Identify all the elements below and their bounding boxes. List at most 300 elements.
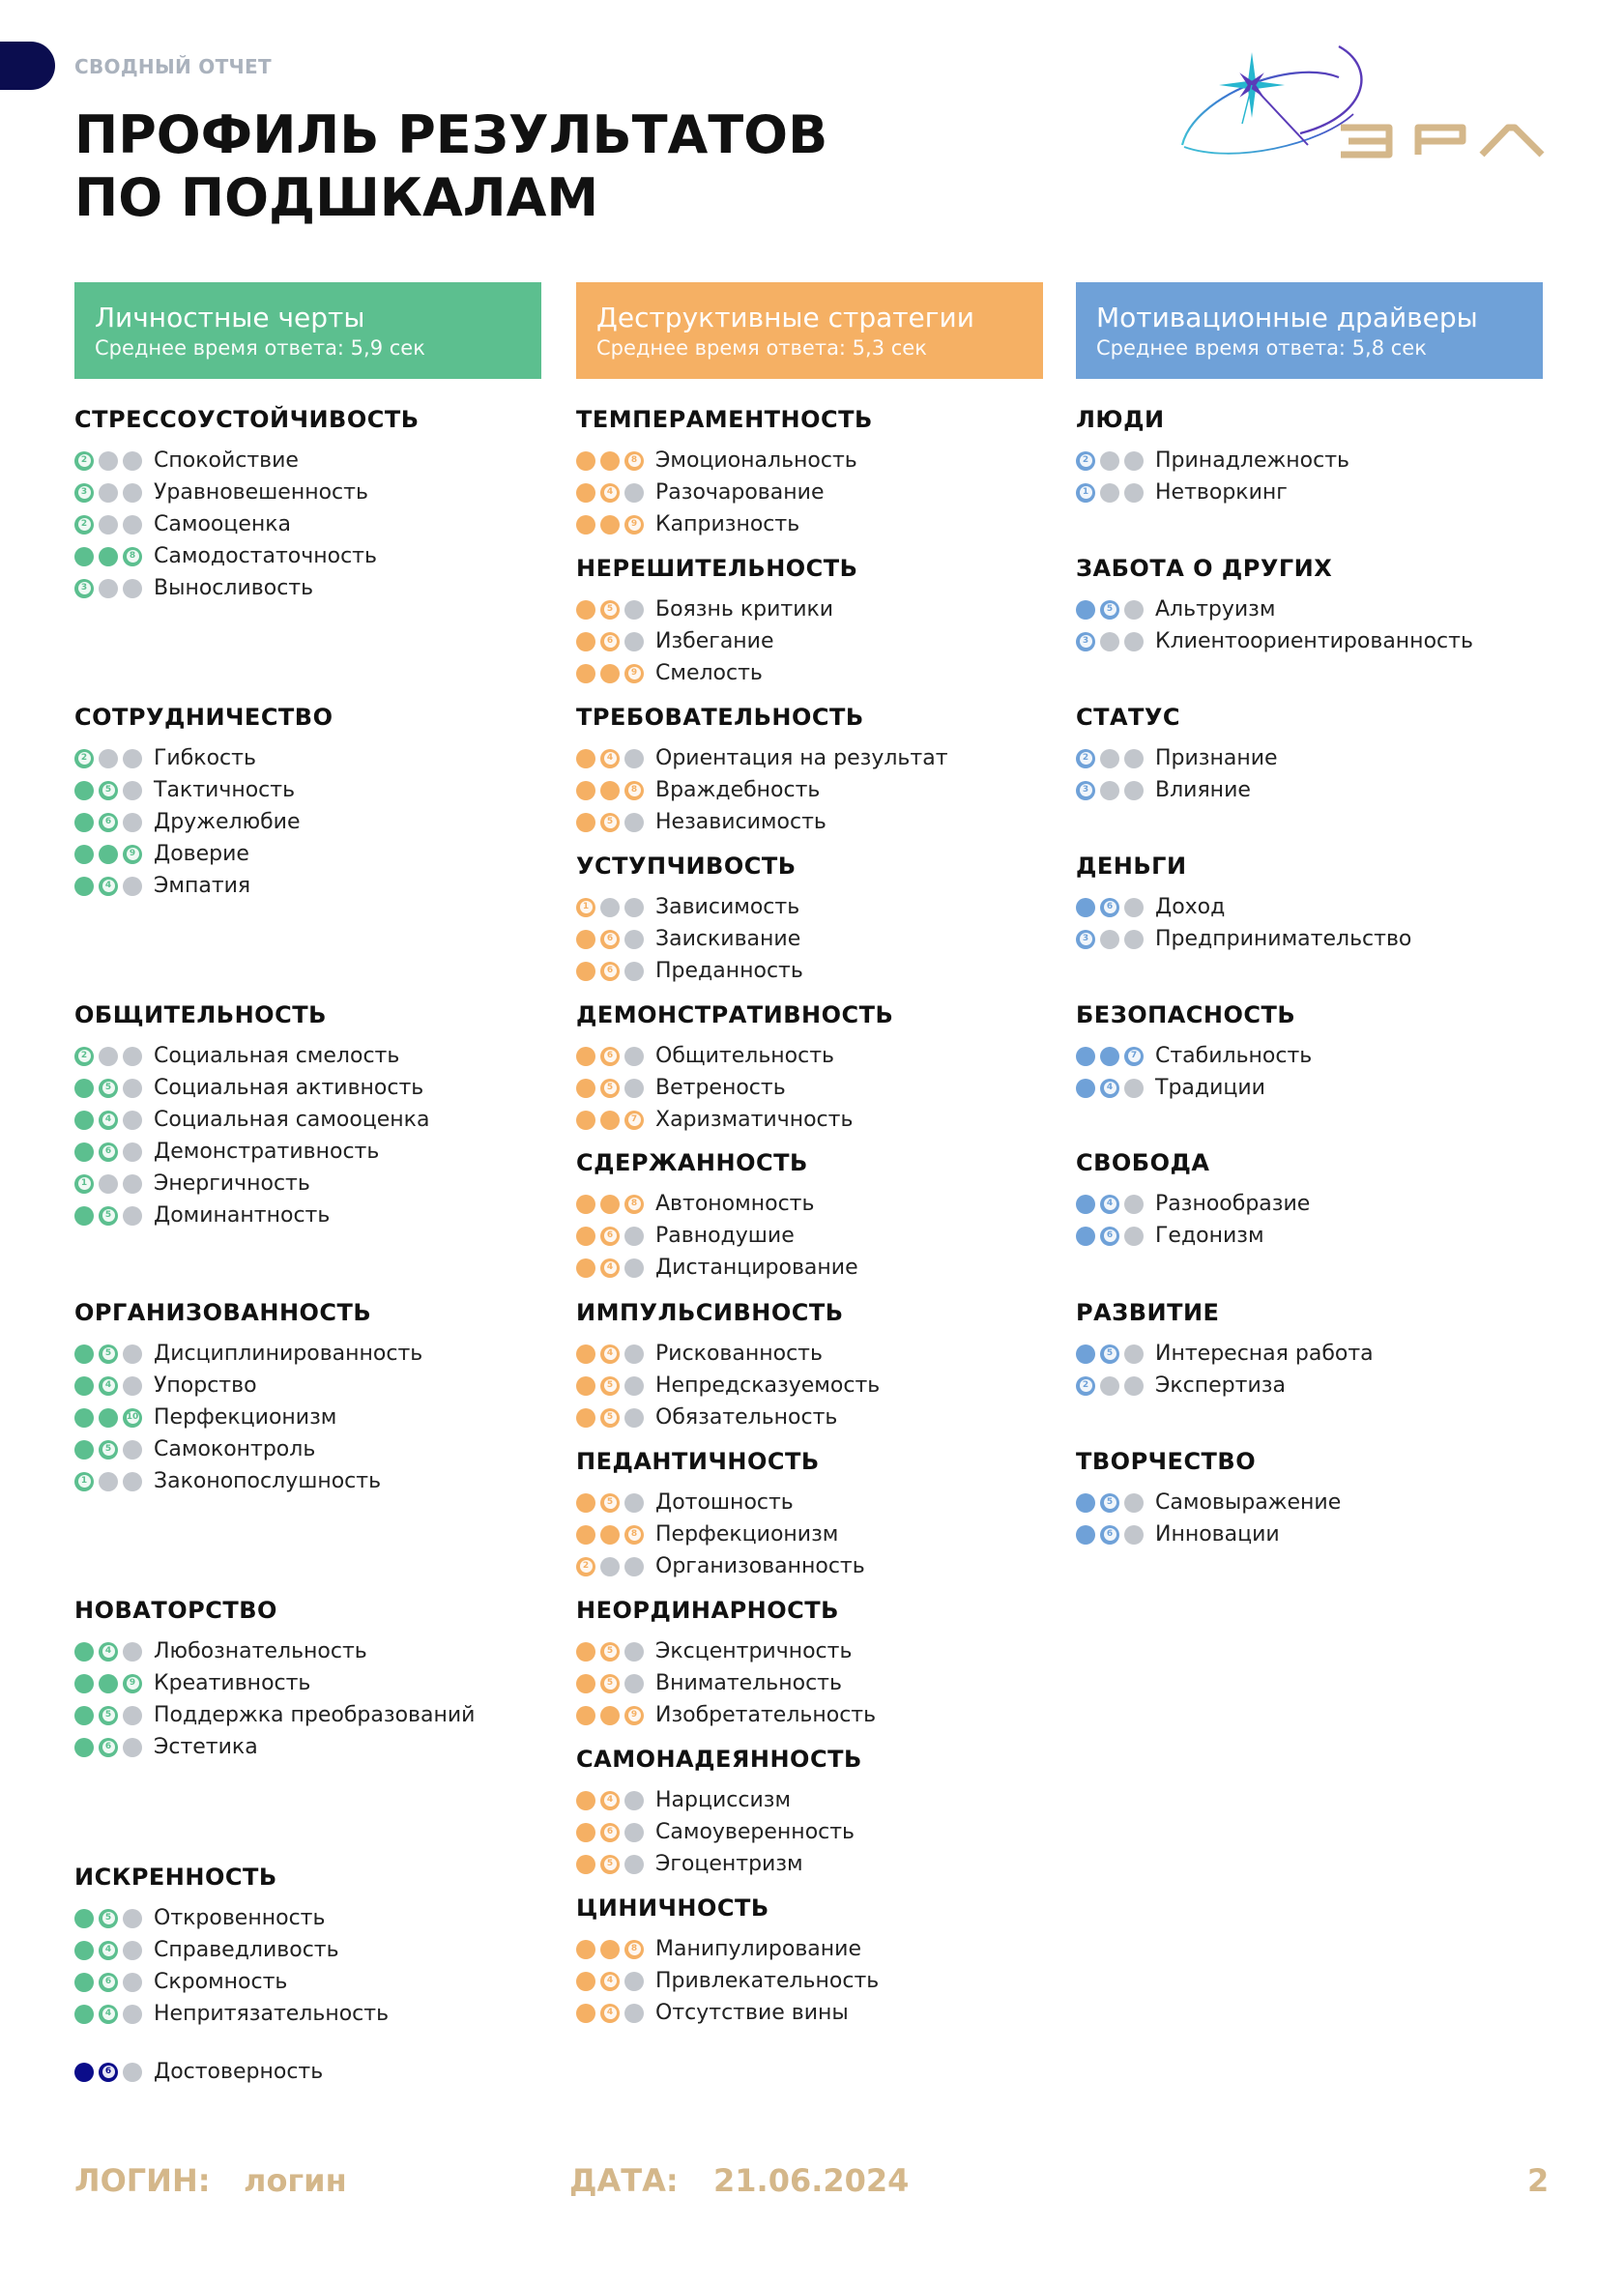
subscale-row [1076, 593, 1559, 625]
subscale-label: Альтруизм [1155, 596, 1276, 622]
score-dot [576, 1823, 595, 1842]
score-dots [74, 876, 154, 897]
score-dot: 2 [576, 1557, 595, 1576]
score-dot [1124, 1344, 1144, 1364]
score-dots [576, 1971, 655, 1992]
score-dot [624, 1227, 644, 1246]
score-dot [1100, 483, 1119, 503]
score-dot [74, 1706, 94, 1725]
score-dot: 6 [600, 1823, 620, 1842]
score-dot: 9 [624, 664, 644, 683]
score-dot [576, 1855, 595, 1874]
score-dot [624, 1493, 644, 1513]
group-title: ДЕМОНСТРАТИВНОСТЬ [576, 1001, 894, 1028]
score-dot [74, 1738, 94, 1757]
subscale-row [74, 1998, 558, 2030]
score-dot [576, 483, 595, 503]
score-dots [576, 1556, 655, 1577]
score-dots [1076, 631, 1155, 652]
group-title: ИМПУЛЬСИВНОСТЬ [576, 1299, 844, 1326]
score-dot [624, 962, 644, 981]
score-dots [576, 631, 655, 652]
subscale-group [576, 1596, 1059, 1731]
subscale-label: Самовыражение [1155, 1489, 1342, 1515]
column-title: Личностные черты [95, 302, 365, 333]
score-dot [624, 1079, 644, 1098]
subscale-row [576, 1072, 1059, 1104]
subscale-row [1076, 1040, 1559, 1072]
subscale-label: Стабильность [1155, 1043, 1313, 1068]
score-dot [576, 1258, 595, 1278]
subscale-row [74, 1168, 558, 1200]
score-dot: 1 [74, 1174, 94, 1194]
score-dot: 8 [624, 781, 644, 800]
group-title: ОБЩИТЕЛЬНОСТЬ [74, 1001, 327, 1028]
score-dot [576, 600, 595, 620]
score-dot: 8 [624, 1940, 644, 1959]
column-subtitle: Среднее время ответа: 5,8 сек [1096, 336, 1427, 360]
score-dots [74, 450, 154, 472]
score-dot [123, 1973, 142, 1992]
score-dots [1076, 1194, 1155, 1215]
score-dots [74, 1142, 154, 1163]
group-title: ДЕНЬГИ [1076, 853, 1187, 880]
score-dot [624, 1855, 644, 1874]
score-dot [74, 1142, 94, 1162]
score-dot [600, 515, 620, 535]
subscale-label: Избегание [655, 628, 774, 653]
subscale-row [1076, 1338, 1559, 1370]
subscale-label: Принадлежность [1155, 448, 1350, 473]
score-dots [74, 1173, 154, 1195]
score-dot [1100, 930, 1119, 949]
score-dot [123, 451, 142, 471]
score-dot [123, 1472, 142, 1491]
score-dot: 4 [99, 1941, 118, 1960]
subscale-row [1076, 625, 1559, 657]
score-dot [1124, 781, 1144, 800]
subscale-row [1076, 1220, 1559, 1252]
score-dots [576, 1226, 655, 1247]
subscale-row [74, 572, 558, 604]
score-dots [576, 1492, 655, 1514]
score-dot [123, 1206, 142, 1226]
score-dots [74, 1737, 154, 1758]
score-dot [624, 1344, 644, 1364]
score-dots [576, 1078, 655, 1099]
score-dot [1124, 1079, 1144, 1098]
score-dot [123, 579, 142, 598]
score-dots [74, 844, 154, 865]
score-dot: 6 [99, 1738, 118, 1757]
subscale-label: Инновации [1155, 1521, 1280, 1547]
subscale-row [74, 1635, 558, 1667]
subscale-label: Упорство [154, 1373, 257, 1398]
date-value: 21.06.2024 [713, 2162, 910, 2199]
score-dot: 5 [1100, 600, 1119, 620]
score-dot [624, 2004, 644, 2023]
group-title: СТАТУС [1076, 704, 1181, 731]
score-dot [624, 1642, 644, 1662]
score-dot [99, 483, 118, 503]
subscale-label: Дотошность [655, 1489, 794, 1515]
subscale-row [74, 1338, 558, 1370]
score-dot [1076, 1227, 1095, 1246]
score-dot: 6 [600, 962, 620, 981]
subscale-group [1076, 1298, 1559, 1402]
subscale-label: Гибкость [154, 745, 256, 770]
score-dot [1124, 600, 1144, 620]
subscale-group [1076, 1447, 1559, 1550]
subscale-group [74, 1863, 558, 2030]
group-title: НЕРЕШИТЕЛЬНОСТЬ [576, 555, 858, 582]
score-dot: 5 [600, 600, 620, 620]
subscale-row [576, 1550, 1059, 1582]
score-dot: 2 [1076, 1376, 1095, 1396]
score-dot [123, 483, 142, 503]
score-dot [576, 451, 595, 471]
score-dot [74, 845, 94, 864]
score-dot: 4 [600, 2004, 620, 2023]
score-dots [576, 1375, 655, 1397]
report-label: СВОДНЫЙ ОТЧЕТ [74, 55, 272, 78]
subscale-label: Капризность [655, 511, 800, 536]
score-dot: 7 [624, 1111, 644, 1130]
score-dots [1076, 1046, 1155, 1067]
score-dots [1076, 1226, 1155, 1247]
score-dot [1100, 1047, 1119, 1066]
score-dots [1076, 1375, 1155, 1397]
login-label: ЛОГИН: [74, 2162, 211, 2199]
score-dot [1124, 1525, 1144, 1545]
subscale-label: Эксцентричность [655, 1638, 853, 1663]
score-dots [1076, 1344, 1155, 1365]
score-dot: 4 [600, 1258, 620, 1278]
score-dot [74, 1440, 94, 1460]
score-dot [576, 930, 595, 949]
score-dot [123, 1706, 142, 1725]
score-dot [624, 813, 644, 832]
score-dot [123, 1174, 142, 1194]
group-title: СВОБОДА [1076, 1149, 1210, 1176]
score-dot: 4 [600, 749, 620, 768]
score-dot [74, 1973, 94, 1992]
subscale-row [74, 1731, 558, 1763]
subscale-label: Доход [1155, 894, 1226, 919]
subscale-row [74, 774, 558, 806]
score-dots [74, 812, 154, 833]
subscale-label: Эмпатия [154, 873, 251, 898]
score-dots [576, 1258, 655, 1279]
score-dots [576, 1344, 655, 1365]
score-dot [1124, 749, 1144, 768]
score-dot: 1 [74, 1472, 94, 1491]
score-dot: 5 [600, 1674, 620, 1693]
score-dots [74, 1407, 154, 1429]
score-dot [123, 1344, 142, 1364]
subscale-label: Дружелюбие [154, 809, 301, 834]
subscale-row [576, 1338, 1059, 1370]
subscale-group [1076, 852, 1559, 955]
score-dot [624, 600, 644, 620]
score-dot: 4 [600, 1791, 620, 1810]
subscale-label: Поддержка преобразований [154, 1702, 476, 1727]
subscale-group [1076, 405, 1559, 508]
score-dot [74, 1079, 94, 1098]
subscale-row [74, 1966, 558, 1998]
subscale-label: Эгоцентризм [655, 1851, 803, 1876]
subscale-label: Равнодушие [655, 1223, 795, 1248]
score-dot [99, 1047, 118, 1066]
subscale-row [1076, 1487, 1559, 1518]
subscale-row [576, 1040, 1059, 1072]
score-dot [576, 1111, 595, 1130]
score-dot: 5 [600, 1855, 620, 1874]
score-dot: 4 [600, 1344, 620, 1364]
subscale-label: Выносливость [154, 575, 314, 600]
subscale-label: Энергичность [154, 1171, 310, 1196]
score-dots [74, 1439, 154, 1460]
subscale-row [74, 1667, 558, 1699]
score-dot [123, 1047, 142, 1066]
score-dot: 5 [1100, 1344, 1119, 1364]
subscale-group [74, 703, 558, 902]
subscale-label: Непредсказуемость [655, 1373, 881, 1398]
score-dots [576, 1854, 655, 1875]
subscale-row [74, 508, 558, 540]
score-dot [1076, 1493, 1095, 1513]
score-dots [74, 1705, 154, 1726]
subscale-label: Традиции [1155, 1075, 1265, 1100]
score-dot: 5 [99, 1206, 118, 1226]
score-dot [624, 1972, 644, 1991]
subscale-row [576, 508, 1059, 540]
subscale-row [74, 1040, 558, 1072]
group-title: ЛЮДИ [1076, 406, 1165, 433]
subscale-row [576, 1188, 1059, 1220]
subscale-row [1076, 1518, 1559, 1550]
score-dot [1076, 1525, 1095, 1545]
subscale-label: Предпринимательство [1155, 926, 1412, 951]
subscale-label: Нарциссизм [655, 1787, 792, 1812]
subscale-label: Демонстративность [154, 1139, 380, 1164]
score-dot [99, 451, 118, 471]
group-title: ТЕМПЕРАМЕНТНОСТЬ [576, 406, 873, 433]
score-dot: 1 [1076, 483, 1095, 503]
subscale-row [576, 1965, 1059, 1997]
score-dot [624, 1791, 644, 1810]
score-dots [1076, 450, 1155, 472]
score-dot [74, 2063, 94, 2082]
score-dots [576, 514, 655, 535]
score-dot [1124, 930, 1144, 949]
column-destructive [576, 0, 1059, 2284]
subscale-label: Перфекционизм [655, 1521, 839, 1547]
score-dot [576, 2004, 595, 2023]
score-dots [74, 1908, 154, 1929]
subscale-row [576, 891, 1059, 923]
subscale-row [576, 1402, 1059, 1433]
subscale-group [576, 1745, 1059, 1880]
score-dot [624, 749, 644, 768]
subscale-row [74, 838, 558, 870]
score-dots [576, 929, 655, 950]
score-dot [1124, 1376, 1144, 1396]
score-dot [1076, 1079, 1095, 1098]
score-dot: 5 [99, 781, 118, 800]
score-dots [576, 1407, 655, 1429]
score-dot: 9 [123, 845, 142, 864]
subscale-label: Гедонизм [1155, 1223, 1264, 1248]
subscale-row [576, 657, 1059, 689]
subscale-label: Обязательность [655, 1404, 838, 1430]
group-title: РАЗВИТИЕ [1076, 1299, 1220, 1326]
score-dot [576, 1674, 595, 1693]
score-dot: 4 [99, 1376, 118, 1396]
score-dot: 5 [99, 1706, 118, 1725]
subscale-label: Харизматичность [655, 1107, 854, 1132]
score-dots [74, 482, 154, 504]
subscale-label: Привлекательность [655, 1968, 880, 1993]
score-dot [576, 781, 595, 800]
subscale-label: Общительность [655, 1043, 835, 1068]
score-dots [576, 780, 655, 801]
score-dots [576, 663, 655, 684]
subscale-row [1076, 742, 1559, 774]
score-dot [74, 781, 94, 800]
subscale-label: Внимательность [655, 1670, 842, 1695]
score-dot [123, 781, 142, 800]
score-dot [624, 1674, 644, 1693]
subscale-row [576, 1252, 1059, 1284]
score-dots [576, 1790, 655, 1811]
subscale-label: Непритязательность [154, 2001, 390, 2026]
subscale-row [74, 1370, 558, 1402]
score-dot [576, 1195, 595, 1214]
subscale-row [74, 806, 558, 838]
subscale-label: Самоконтроль [154, 1436, 316, 1461]
subscale-label: Спокойствие [154, 448, 299, 473]
subscale-row [576, 742, 1059, 774]
column-title: Мотивационные драйверы [1096, 302, 1478, 333]
score-dot [576, 632, 595, 651]
score-dot [600, 664, 620, 683]
column-subtitle: Среднее время ответа: 5,3 сек [596, 336, 927, 360]
score-dot [624, 1408, 644, 1428]
score-dot: 6 [1100, 1525, 1119, 1545]
subscale-label: Ветреность [655, 1075, 786, 1100]
score-dot: 3 [1076, 781, 1095, 800]
score-dot [123, 1909, 142, 1928]
score-dot: 9 [624, 1706, 644, 1725]
subscale-label: Преданность [655, 958, 803, 983]
subscale-label: Социальная смелость [154, 1043, 400, 1068]
score-dot [624, 1258, 644, 1278]
score-dot: 6 [600, 1227, 620, 1246]
group-title: ЗАБОТА О ДРУГИХ [1076, 555, 1333, 582]
subscale-row [1076, 923, 1559, 955]
subscale-label: Справедливость [154, 1937, 339, 1962]
score-dot [123, 1941, 142, 1960]
score-dot: 6 [1100, 898, 1119, 917]
subscale-label: Смелость [655, 660, 763, 685]
score-dot: 5 [600, 1642, 620, 1662]
score-dots [74, 1641, 154, 1662]
score-dots [1076, 897, 1155, 918]
subscale-row [74, 742, 558, 774]
score-dots [576, 1046, 655, 1067]
score-dot [1124, 1227, 1144, 1246]
subscale-row [74, 1104, 558, 1136]
subscale-row [74, 870, 558, 902]
score-dots [74, 1344, 154, 1365]
score-dots [74, 1940, 154, 1961]
subscale-row [74, 1072, 558, 1104]
subscale-row [576, 1848, 1059, 1880]
subscale-row [74, 1200, 558, 1231]
subscale-row [576, 445, 1059, 477]
score-dot [624, 1047, 644, 1066]
score-dot [600, 1525, 620, 1545]
score-dots [576, 1705, 655, 1726]
score-dot [74, 547, 94, 566]
score-dot [576, 1376, 595, 1396]
subscale-group [1076, 554, 1559, 657]
subscale-group [576, 703, 1059, 838]
score-dot [1124, 483, 1144, 503]
subscale-label: Изобретательность [655, 1702, 877, 1727]
score-dot [624, 1557, 644, 1576]
score-dots [576, 450, 655, 472]
score-dot [600, 1195, 620, 1214]
subscale-label: Уравновешенность [154, 479, 368, 505]
subscale-row [576, 1997, 1059, 2029]
subscale-label: Боязнь критики [655, 596, 834, 622]
score-dot [99, 579, 118, 598]
score-dots [74, 578, 154, 599]
score-dot [74, 1909, 94, 1928]
score-dots [74, 1078, 154, 1099]
score-dot [624, 632, 644, 651]
score-dot [1100, 749, 1119, 768]
score-dot: 3 [1076, 632, 1095, 651]
score-dot [99, 845, 118, 864]
subscale-label: Перфекционизм [154, 1404, 337, 1430]
score-dot [600, 1940, 620, 1959]
score-dot [576, 1047, 595, 1066]
subscale-row [74, 1136, 558, 1168]
subscale-label: Откровенность [154, 1905, 326, 1930]
subscale-row [1076, 891, 1559, 923]
score-dots [74, 546, 154, 567]
score-dot [99, 1674, 118, 1693]
group-title: ТРЕБОВАТЕЛЬНОСТЬ [576, 704, 864, 731]
subscale-row [74, 1402, 558, 1433]
score-dot [576, 1344, 595, 1364]
group-title: ЦИНИЧНОСТЬ [576, 1894, 769, 1922]
subscale-label: Клиентоориентированность [1155, 628, 1473, 653]
score-dot: 6 [99, 1142, 118, 1162]
subscale-label: Эстетика [154, 1734, 258, 1759]
subscale-label: Влияние [1155, 777, 1251, 802]
score-dot: 5 [600, 1493, 620, 1513]
subscale-label: Экспертиза [1155, 1373, 1286, 1398]
subscale-row [74, 1902, 558, 1934]
score-dots [576, 961, 655, 982]
subscale-row [1076, 1370, 1559, 1402]
score-dot [600, 781, 620, 800]
score-dot [1100, 451, 1119, 471]
